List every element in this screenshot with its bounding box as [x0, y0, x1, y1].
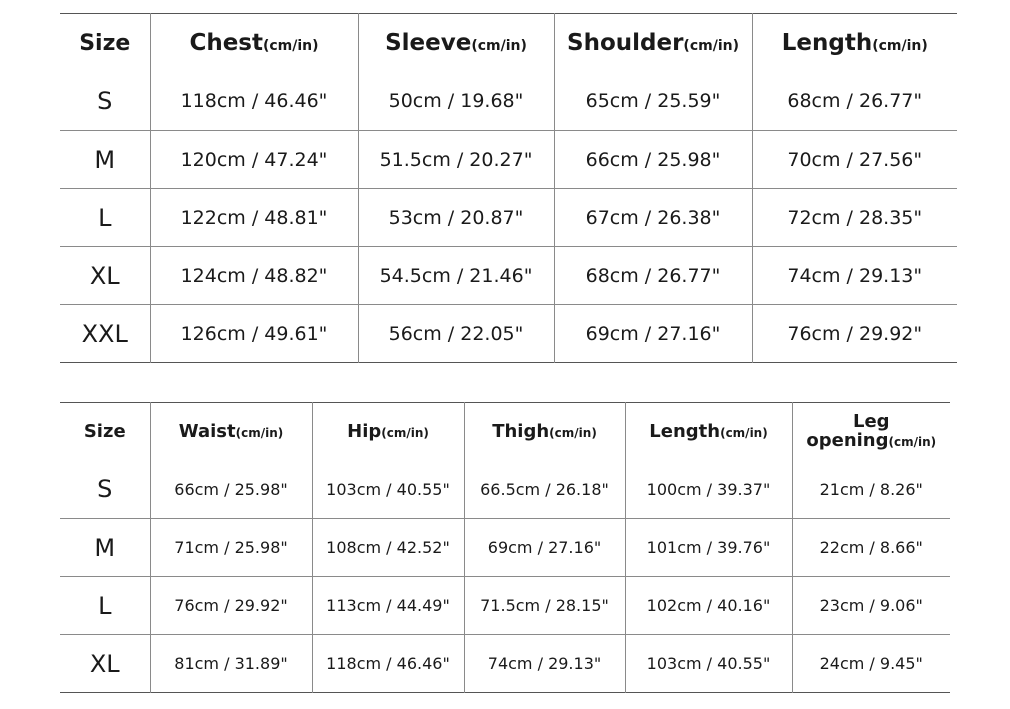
waist-cell: 81cm / 31.89" [150, 635, 312, 693]
hip-cell: 103cm / 40.55" [312, 461, 464, 519]
table-row [60, 189, 957, 247]
bottom-header-length: Length(cm/in) [625, 403, 792, 461]
length-cell: 74cm / 29.13" [787, 264, 923, 287]
size-cell: XXL [60, 305, 150, 363]
table-row [60, 73, 957, 131]
shoulder-cell: 68cm / 26.77" [554, 247, 752, 305]
bottom-header-hip: Hip(cm/in) [312, 403, 464, 461]
sleeve-cell: 53cm / 20.87" [358, 189, 554, 247]
top-header-size: Size [60, 14, 150, 73]
shoulder-cell: 67cm / 26.38" [554, 189, 752, 247]
shoulder-cell: 69cm / 27.16" [554, 305, 752, 363]
chest-cell: 124cm / 48.82" [150, 247, 358, 305]
size-cell: L [60, 577, 150, 635]
hip-cell: 118cm / 46.46" [312, 635, 464, 693]
top-header-sleeve: Sleeve(cm/in) [358, 14, 554, 73]
table-row [60, 635, 950, 693]
top-size-table [60, 13, 957, 363]
table-row [60, 519, 950, 577]
thigh-cell: 71.5cm / 28.15" [464, 577, 625, 635]
sleeve-cell: 51.5cm / 20.27" [358, 131, 554, 189]
bottom-header-row [60, 403, 950, 461]
waist-cell: 66cm / 25.98" [150, 461, 312, 519]
shoulder-cell: 66cm / 25.98" [554, 131, 752, 189]
waist-cell: 71cm / 25.98" [150, 519, 312, 577]
bottom-header-waist: Waist(cm/in) [150, 403, 312, 461]
length-cell: 76cm / 29.92" [787, 322, 923, 345]
length-cell: 103cm / 40.55" [625, 635, 792, 693]
bottom-header-size: Size [60, 403, 150, 461]
thigh-cell: 66.5cm / 26.18" [464, 461, 625, 519]
length-cell: 72cm / 28.35" [787, 206, 923, 229]
length-cell: 101cm / 39.76" [625, 519, 792, 577]
size-cell: XL [60, 247, 150, 305]
size-cell: S [60, 73, 150, 131]
table-row [60, 305, 957, 363]
bottom-header-leg-opening: Leg opening(cm/in) [806, 410, 937, 451]
hip-cell: 108cm / 42.52" [312, 519, 464, 577]
size-cell: M [60, 131, 150, 189]
size-cell: XL [60, 635, 150, 693]
top-header-shoulder: Shoulder(cm/in) [554, 14, 752, 73]
hip-cell: 113cm / 44.49" [312, 577, 464, 635]
top-header-length: Length(cm/in) [781, 30, 928, 57]
size-cell: M [60, 519, 150, 577]
table-row [60, 577, 950, 635]
bottom-header-thigh: Thigh(cm/in) [464, 403, 625, 461]
chest-cell: 120cm / 47.24" [150, 131, 358, 189]
sleeve-cell: 54.5cm / 21.46" [358, 247, 554, 305]
sleeve-cell: 50cm / 19.68" [358, 73, 554, 131]
top-header-chest: Chest(cm/in) [150, 14, 358, 73]
thigh-cell: 69cm / 27.16" [464, 519, 625, 577]
shoulder-cell: 65cm / 25.59" [554, 73, 752, 131]
leg-opening-cell: 24cm / 9.45" [819, 654, 923, 673]
chest-cell: 126cm / 49.61" [150, 305, 358, 363]
thigh-cell: 74cm / 29.13" [464, 635, 625, 693]
leg-opening-cell: 22cm / 8.66" [819, 538, 923, 557]
length-cell: 102cm / 40.16" [625, 577, 792, 635]
chest-cell: 122cm / 48.81" [150, 189, 358, 247]
length-cell: 68cm / 26.77" [787, 90, 923, 113]
size-cell: S [60, 461, 150, 519]
table-row [60, 131, 957, 189]
length-cell: 100cm / 39.37" [625, 461, 792, 519]
waist-cell: 76cm / 29.92" [150, 577, 312, 635]
table-row [60, 247, 957, 305]
table-row [60, 461, 950, 519]
leg-opening-cell: 23cm / 9.06" [819, 596, 923, 615]
size-cell: L [60, 189, 150, 247]
top-header-row [60, 14, 957, 73]
length-cell: 70cm / 27.56" [787, 148, 923, 171]
bottom-size-table [60, 402, 950, 693]
sleeve-cell: 56cm / 22.05" [358, 305, 554, 363]
chest-cell: 118cm / 46.46" [150, 73, 358, 131]
leg-opening-cell: 21cm / 8.26" [819, 479, 923, 499]
